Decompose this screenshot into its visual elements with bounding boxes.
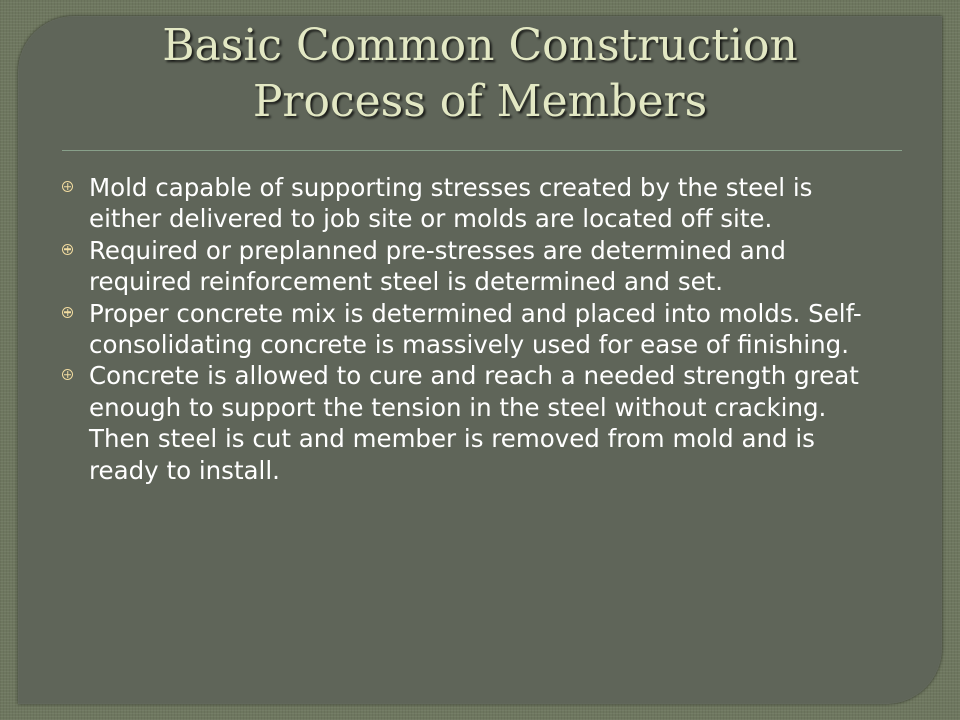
bullet-list — [62, 172, 882, 486]
circled-plus-icon — [62, 181, 73, 192]
bullet-item — [62, 172, 882, 235]
bullet-item — [62, 298, 882, 361]
circled-plus-icon — [62, 307, 73, 318]
bullet-text: Mold capable of supporting stresses created by the steel is either delivered to job site or molds are located off site. — [89, 173, 813, 234]
bullet-text: Required or preplanned pre-stresses are determined and required reinforcement steel is determined and set. — [89, 235, 786, 297]
bullet-text: Concrete is allowed to cure and reach a needed strength great enough to support the tension in the steel without cracking. Then steel is cut and member is removed from mold and is ready to install. — [89, 361, 859, 485]
circled-plus-icon — [62, 244, 73, 255]
slide-title — [18, 18, 942, 130]
bullet-text: Proper concrete mix is determined and placed into molds. Self-consolidating concrete is massively used for ease of finishing. — [89, 298, 862, 360]
slide-title-line-1: Basic Common Construction — [162, 20, 798, 71]
bullet-item — [62, 235, 882, 298]
bullet-item — [62, 360, 882, 486]
circled-plus-icon — [62, 369, 73, 380]
slide-title-line-2: Process of Members — [252, 76, 708, 127]
title-divider — [62, 150, 902, 151]
